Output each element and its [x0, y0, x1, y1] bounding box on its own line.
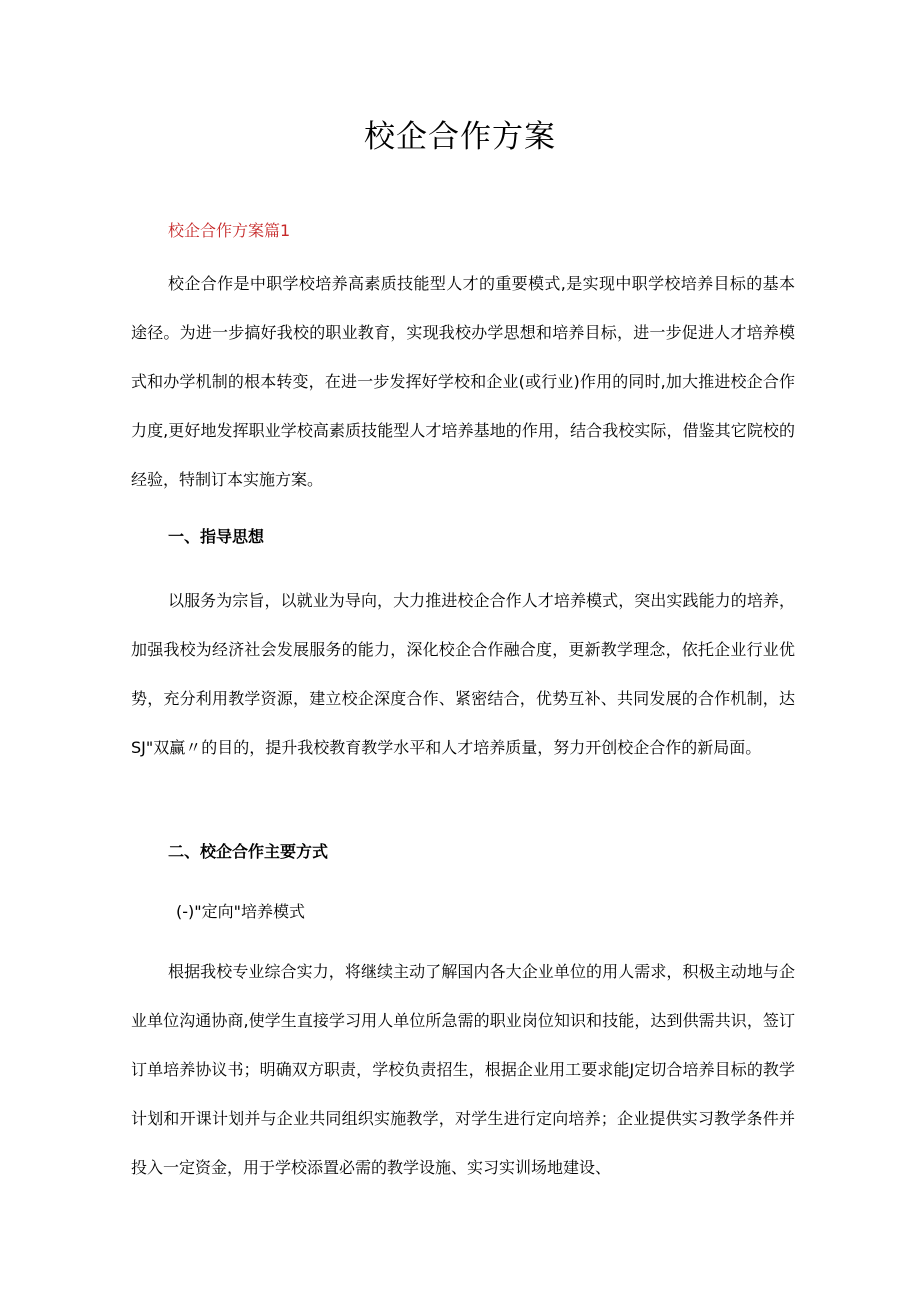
section-title: 校企合作方案篇1	[168, 221, 291, 240]
oriented-training-paragraph: 根据我校专业综合实力，将继续主动了解国内各大企业单位的用人需求，积极主动地与企业单位沟通协商,使学生直接学习用人单位所急需的职业岗位知识和技能，达到供需共识，签订订单培养协议书；明确双方职责，学校负责招生，根据企业用工要求能J定切合培养目标的教学计划和开课计划并与企业共同组织实施教学，对学生进行定向培养；企业提供实习教学条件并投入一定资金，用于学校添置必需的教学设施、实习实训场地建设、	[131, 962, 795, 1177]
heading-cooperation-methods: 二、校企合作主要方式	[168, 842, 329, 861]
guiding-ideology-paragraph: 以服务为宗旨，以就业为导向，大力推进校企合作人才培养模式，突出实践能力的培养，加强我校为经济社会发展服务的能力，深化校企合作融合度，更新教学理念，依托企业行业优势，充分利用教学资源，建立校企深度合作、紧密结合，优势互补、共同发展的合作机制，达SJ"双赢〃的目的，提升我校教育教学水平和人才培养质量，努力开创校企合作的新局面。	[131, 591, 795, 757]
document-title: 校企合作方案	[364, 119, 556, 155]
heading-guiding-ideology: 一、指导思想	[168, 527, 265, 546]
intro-paragraph: 校企合作是中职学校培养高素质技能型人才的重要模式,是实现中职学校培养目标的基本途径。为进一步搞好我校的职业教育，实现我校办学思想和培养目标，进一步促进人才培养模式和办学机制的根本转变，在进一步发挥好学校和企业(或行业)作用的同时,加大推进校企合作力度,更好地发挥职业学校高素质技能型人才培养基地的作用，结合我校实际，借鉴其它院校的经验，特制订本实施方案。	[131, 274, 795, 489]
subheading-oriented-training: (-)"定向"培养模式	[176, 902, 305, 921]
